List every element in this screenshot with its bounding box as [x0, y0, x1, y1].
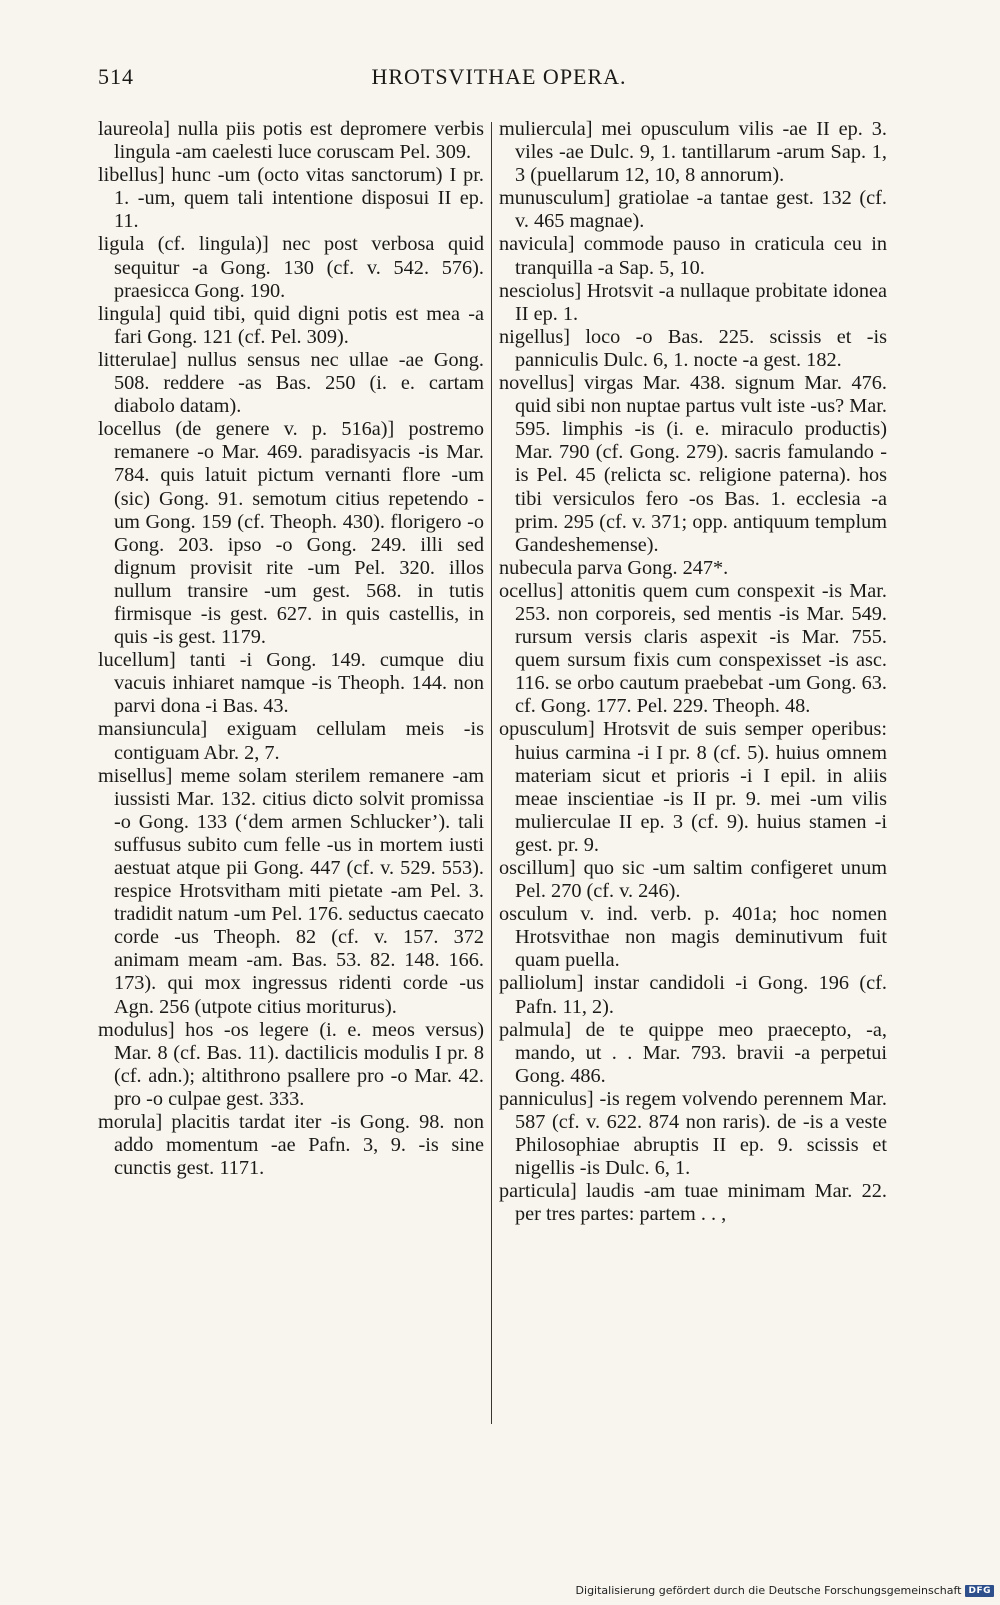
entry-palmula: palmula] de te quippe meo praecepto, -a, mando, ut . . Mar. 793. bravii -a perpetui Gong. 486. [499, 1018, 887, 1087]
entry-osculum: osculum v. ind. verb. p. 401a; hoc nomen Hrotsvithae non magis deminutivum fuit quam puella. [499, 903, 887, 972]
entry-laureola: laureola] nulla piis potis est depromere verbis lingula -am caelesti luce coruscam Pel. 309. [98, 118, 484, 164]
entry-morula: morula] placitis tardat iter -is Gong. 98. non addo momentum -ae Pafn. 3, 9. -is sine cunctis gest. 1171. [98, 1111, 484, 1180]
entry-munusculum: munusculum] gratiolae -a tantae gest. 132 (cf. v. 465 magnae). [499, 187, 887, 233]
left-column [98, 118, 484, 1180]
entry-nigellus: nigellus] loco -o Bas. 225. scissis et -is panniculis Dulc. 6, 1. nocte -a gest. 182. [499, 325, 887, 371]
entry-novellus: novellus] virgas Mar. 438. signum Mar. 476. quid sibi non nuptae partus vult iste -us? Mar. 595. limphis -is (i. e. miraculo productis) Mar. 790 (cf. Gong. 279). sacris famulando -is Pel. 45 (relicta sc. religione paterna). hos tibi versiculos fero -os Bas. 1. ecclesia -a prim. 295 (cf. v. 371; opp. antiquum templum Gandeshemense). [499, 372, 887, 556]
column-divider [491, 122, 492, 1424]
entry-ligula: ligula (cf. lingula)] nec post verbosa quid sequitur -a Gong. 130 (cf. v. 542. 576). praesicca Gong. 190. [98, 233, 484, 302]
entry-particula: particula] laudis -am tuae minimam Mar. 22. per tres partes: partem . . , [499, 1180, 887, 1226]
entry-nubecula: nubecula parva Gong. 247*. [499, 556, 729, 579]
digitization-credit [576, 1584, 994, 1597]
entry-libellus: libellus] hunc -um (octo vitas sanctorum) I pr. 1. -um, quem tali intentione disposui II ep. 11. [98, 164, 484, 233]
entry-nesciolus: nesciolus] Hrotsvit -a nullaque probitate idonea II ep. 1. [499, 279, 887, 325]
running-head [98, 64, 900, 98]
entry-muliercula: muliercula] mei opusculum vilis -ae II ep. 3. viles -ae Dulc. 9, 1. tantillarum -arum Sap. 1, 3 (puellarum 12, 10, 8 annorum). [499, 118, 887, 187]
entry-palliolum: palliolum] instar candidoli -i Gong. 196 (cf. Pafn. 11, 2). [499, 972, 887, 1018]
entry-locellus: locellus (de genere v. p. 516a)] postremo remanere -o Mar. 469. paradisyacis -is Mar. 784. quis latuit pictum vernanti flore -um (sic) Gong. 91. semotum citius repetendo -um Gong. 159 (cf. Theoph. 430). florigero -o Gong. 203. ipso -o Gong. 249. illi sed dignum provisit rite -um Pel. 320. illos nullum transire -um gest. 568. in tutis firmisque -is gest. 627. in quis castellis, in quis -is gest. 1179. [98, 418, 484, 649]
entry-lingula: lingula] quid tibi, quid digni potis est mea -a fari Gong. 121 (cf. Pel. 309). [98, 302, 484, 348]
page-number: 514 [98, 64, 134, 89]
entry-modulus: modulus] hos -os legere (i. e. meos versus) Mar. 8 (cf. Bas. 11). dactilicis modulis I pr. 8 (cf. adn.); altithrono psallere pro -o Mar. 42. pro -o culpae gest. 333. [98, 1018, 484, 1110]
entry-panniculus: panniculus] -is regem volvendo perennem Mar. 587 (cf. v. 622. 874 non raris). de -is a veste Philosophiae abruptis II ep. 9. scissis et nigellis -is Dulc. 6, 1. [499, 1087, 887, 1180]
entry-lucellum: lucellum] tanti -i Gong. 149. cumque diu vacuis inhiaret namque -is Theoph. 144. non parvi dona -i Bas. 43. [98, 649, 484, 718]
entry-navicula: navicula] commode pauso in craticula ceu in tranquilla -a Sap. 5, 10. [499, 233, 887, 279]
dfg-logo-icon: DFG [965, 1585, 994, 1597]
entry-litterulae: litterulae] nullus sensus nec ullae -ae Gong. 508. reddere -as Bas. 250 (i. e. cartam diabolo datam). [98, 348, 484, 418]
credit-text: Digitalisierung gefördert durch die Deutsche Forschungsgemeinschaft [575, 1584, 962, 1597]
entry-misellus: misellus] meme solam sterilem remanere -am iussisti Mar. 132. citius dicto solvit promissa -o Gong. 133 (‘dem armen Schlucker’). tali suffusus subito cum felle -us in mortem iusti aestuat atque pii Gong. 447 (cf. v. 529. 553). respice Hrotsvitham miti pietate -am Pel. 3. tradidit natum -um Pel. 176. seductus caecato corde -us Theoph. 82 (cf. v. 157. 372 animam meam -am. Bas. 53. 82. 148. 166. 173). qui mox ingressus ridenti corde -us Agn. 256 (utpote citius moriturus). [98, 764, 484, 1018]
entry-opusculum: opusculum] Hrotsvit de suis semper operibus: huius carmina -i I pr. 8 (cf. 5). huius omnem materiam sicut et prioris -i I epil. in aliis meae inscientiae -is II pr. 9. mei -um vilis mulierculae II ep. 3 (cf. 9). huius stamen -i gest. pr. 9. [499, 718, 887, 856]
running-title: HROTSVITHAE OPERA. [371, 64, 627, 89]
entry-ocellus: ocellus] attonitis quem cum conspexit -is Mar. 253. non corporeis, sed mentis -is Mar. 549. rursum versis claris aspexit -is Mar. 755. quem sursum fixis cum conspexisset -is asc. 116. se orbo cautum praebebat -um Gong. 63. cf. Gong. 177. Pel. 229. Theoph. 48. [499, 579, 887, 718]
entry-mansiuncula: mansiuncula] exiguam cellulam meis -is contiguam Abr. 2, 7. [98, 718, 484, 764]
right-column [499, 118, 887, 1227]
entry-oscillum: oscillum] quo sic -um saltim configeret unum Pel. 270 (cf. v. 246). [499, 857, 887, 903]
